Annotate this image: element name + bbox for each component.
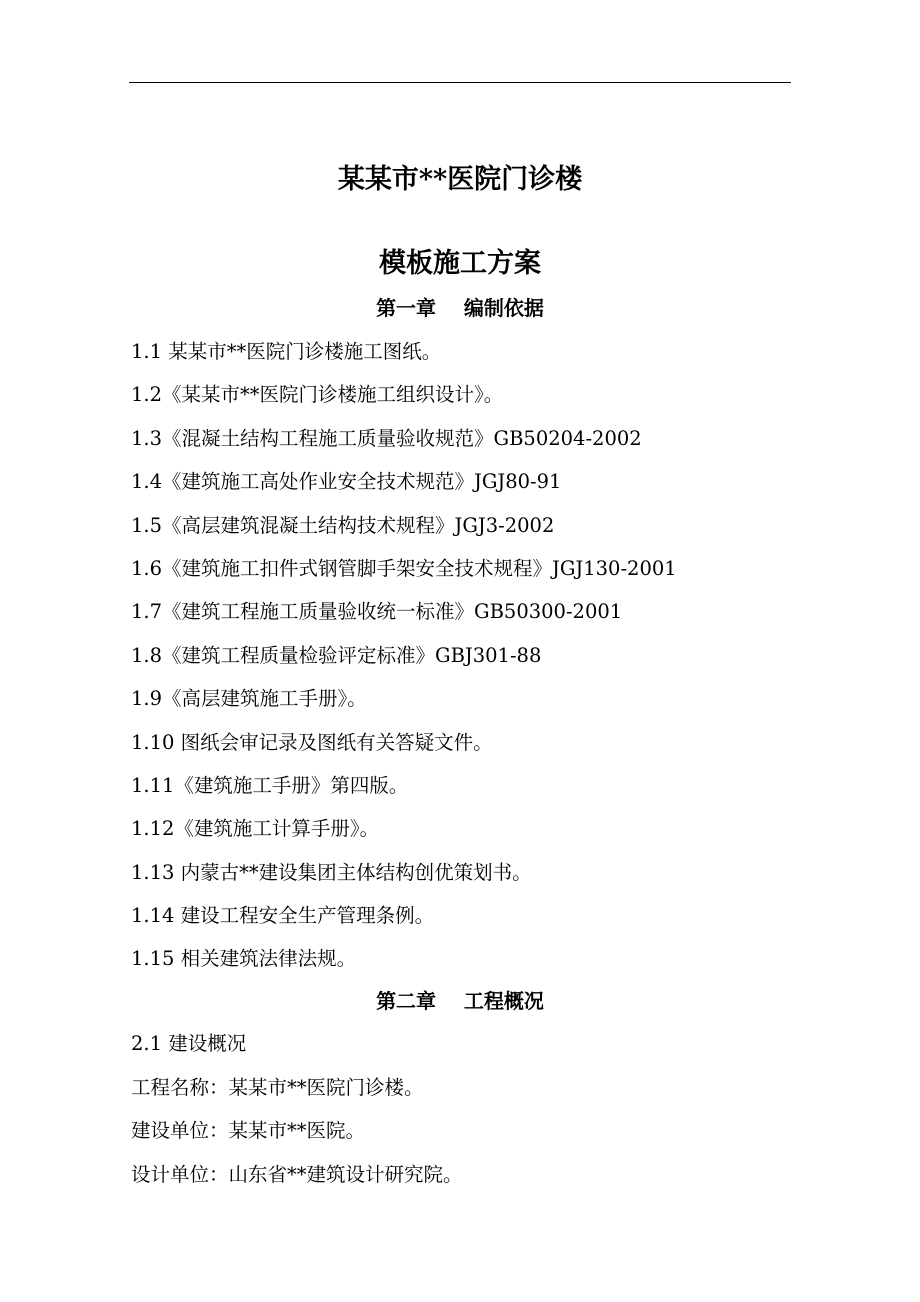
list-item: 1.15 相关建筑法律法规。 [131, 947, 357, 971]
header-rule [129, 82, 791, 83]
list-item: 1.2《某某市**医院门诊楼施工组织设计》。 [131, 383, 504, 407]
list-item: 设计单位：山东省**建筑设计研究院。 [131, 1162, 463, 1186]
list-item: 1.1 某某市**医院门诊楼施工图纸。 [131, 340, 442, 363]
list-item: 工程名称：某某市**医院门诊楼。 [131, 1075, 424, 1099]
list-item: 1.7《建筑工程施工质量验收统一标准》GB50300-2001 [131, 600, 623, 624]
list-item: 1.5《高层建筑混凝土结构技术规程》JGJ3-2002 [131, 513, 555, 537]
list-item: 建设单位：某某市**医院。 [131, 1119, 366, 1142]
list-item: 1.4《建筑施工高处作业安全技术规范》JGJ80-91 [131, 470, 562, 494]
document-title-line1: 某某市**医院门诊楼 [337, 164, 583, 195]
list-item: 1.6《建筑施工扣件式钢管脚手架安全技术规程》JGJ130-2001 [131, 556, 677, 580]
list-item: 1.11《建筑施工手册》第四版。 [131, 773, 409, 797]
list-item: 1.8《建筑工程质量检验评定标准》GBJ301-88 [131, 643, 542, 667]
chapter2-list [131, 1031, 463, 1205]
list-item: 1.14 建设工程安全生产管理条例。 [131, 904, 435, 928]
list-item: 1.3《混凝土结构工程施工质量验收规范》GB50204-2002 [131, 426, 642, 450]
chapter1-heading: 第一章 编制依据 [376, 296, 544, 320]
list-item: 1.12《建筑施工计算手册》。 [131, 817, 380, 841]
list-item: 1.9《高层建筑施工手册》。 [131, 687, 367, 711]
list-item: 1.10 图纸会审记录及图纸有关答疑文件。 [131, 730, 493, 754]
chapter1-list [131, 339, 677, 990]
list-item: 1.13 内蒙古**建设集团主体结构创优策划书。 [131, 860, 532, 884]
section-heading: 2.1 建设概况 [131, 1032, 247, 1055]
document-title-line2: 模板施工方案 [379, 248, 541, 279]
chapter2-heading: 第二章 工程概况 [376, 989, 544, 1013]
